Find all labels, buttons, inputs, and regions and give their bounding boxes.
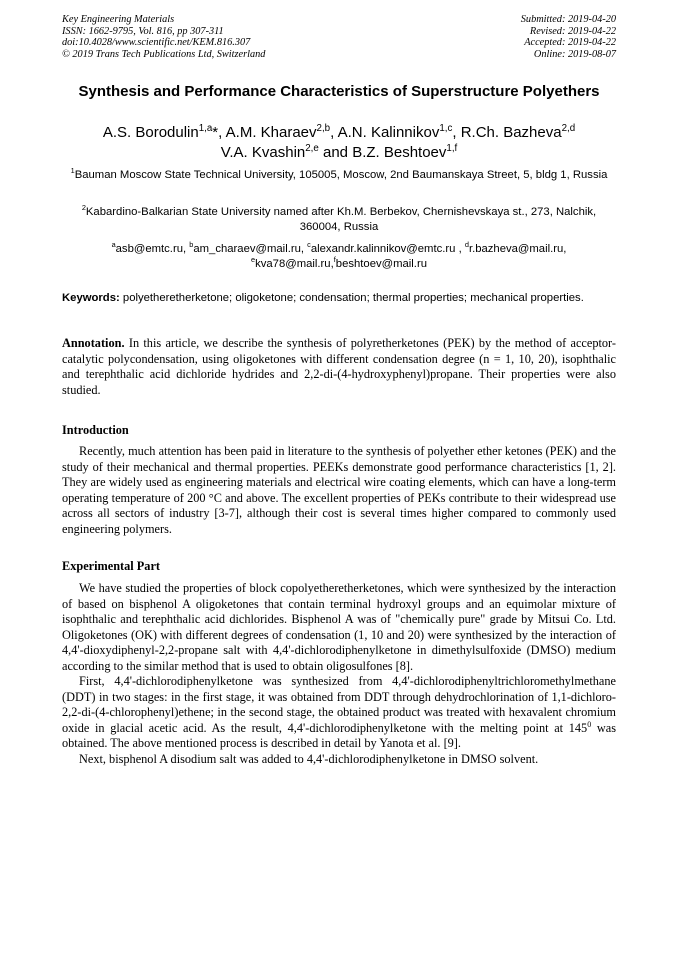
email-link[interactable]: am_charaev@mail.ru	[193, 243, 301, 255]
experimental-paragraph-2: First, 4,4'-dichlorodiphenylketone was synthesized from 4,4'-dichlorodiphenyltrichloromethylmethane (DDT) in two stages: in the first stage, it was obtained from DDT through dehydrochlorination of 1,1-dichloro-2,2-di-(4-chlorophenyl)ethene; in the second stage, the obtained product was treated with hexavalent chromium oxide in glacial acetic acid. As the result, 4,4'-dichlorodiphenylketone with the melting point at $145^0$ was obtained. The above mentioned process is described in detail by Yanota et al. [9].	[62, 674, 616, 750]
experimental-heading: Experimental Part	[62, 559, 161, 573]
email-line: $^a$asb@emtc.ru, $^b$am_charaev@mail.ru, $^c$alexandr.kalinnikov@emtc.ru , $^d$r.bazheva@mail.ru,	[111, 240, 567, 255]
author-name: A.S. Borodulin	[102, 124, 199, 141]
email-link[interactable]: alexandr.kalinnikov@emtc.ru	[310, 243, 456, 255]
affiliation-text: Kabardino-Balkarian State University named after Kh.M. Berbekov, Chernishevskaya st., 273, Nalchik, 360004, Russia	[85, 206, 597, 233]
affiliation-superscript: 2	[81, 203, 86, 213]
experimental-section	[62, 581, 616, 767]
author-superscript: 1,c	[439, 123, 453, 134]
email-list	[62, 242, 616, 271]
accepted-date: Accepted: 2019-04-22	[524, 37, 616, 48]
introduction-heading: Introduction	[62, 423, 129, 437]
author-superscript: 2,d	[561, 123, 576, 134]
affiliation-text: Bauman Moscow State Technical University, 105005, Moscow, 2nd Baumanskaya Street, 5, bldg 1, Russia	[74, 169, 608, 181]
experimental-paragraph-3: Next, bisphenol A disodium salt was added to 4,4'-dichlorodiphenylketone in DMSO solvent.	[79, 751, 539, 766]
introduction-section	[62, 444, 616, 537]
author-line: A.S. Borodulin$^{1,a}$*, A.M. Kharaev$^{2,b}$, A.N. Kalinnikov$^{1,c}$, R.Ch. Bazheva$^{2,d}$	[102, 123, 576, 141]
keywords-block	[62, 291, 616, 306]
author-name: R.Ch. Bazheva	[460, 124, 562, 141]
affiliation-2	[62, 205, 616, 234]
doi-line: doi:10.4028/www.scientific.net/KEM.816.307	[62, 37, 251, 48]
author-list	[62, 123, 616, 163]
introduction-paragraph: Recently, much attention has been paid in literature to the synthesis of polyether ether ketones (PEK) and the study of their mechanical and thermal properties. PEEKs demonstrate good performance characteristics [1, 2]. They are widely used as engineering materials and electrical wire coating elements, which can have a long-term operating temperature of 200 °C and above. The excellent properties of PEKs contribute to their widespread use across all sectors of industry [3-7], although their cost is several times higher compared to commonly used engineering polymers.	[62, 444, 616, 536]
author-name: A.N. Kalinnikov	[337, 124, 440, 141]
author-superscript: 2,b	[316, 123, 331, 134]
degree-superscript: 0	[587, 719, 592, 729]
email-link[interactable]: r.bazheva@mail.ru	[468, 243, 564, 255]
copyright-line: © 2019 Trans Tech Publications Ltd, Switzerland	[62, 48, 266, 60]
experimental-paragraph-1: We have studied the properties of block copolyetheretherketones, which were synthesized by the interaction of based on bisphenol A oligoketones that contain terminal hydroxyl groups and an equimolar mixture of isophthalic and terephthalic acid dichlorides. Bisphenol A was of "chemically pure" grade by Mitsui Co. Ltd. Oligoketones (OK) with different degrees of condensation (1, 10 and 20) were synthesized by the interaction of 4,4'-dioxydiphenyl-2,2-propane salt with 4,4'-dichlorodiphenylketone in dimethylsulfoxide (DMSO) medium according to the similar method that is used to obtain oligosulfones [8].	[62, 581, 616, 673]
annotation-block	[62, 336, 616, 398]
annotation-text: In this article, we describe the synthesis of polyretherketones (PEK) by the method of acceptor-catalytic polycondensation, using oligoketones with different condensation degree (n = 1, 10, 20), isophthalic and terephthalic acid dichloride hydrides and 2,2-di-(4-hydroxyphenyl)propane. Their properties were also studied.	[62, 336, 616, 397]
date-meta	[521, 14, 616, 60]
author-superscript: 2,e	[305, 143, 319, 154]
affiliation-1	[62, 168, 616, 183]
online-date: Online: 2019-08-07	[533, 48, 616, 60]
email-line: $^e$kva78@mail.ru,$^f$beshtoev@mail.ru	[251, 254, 427, 270]
author-name: A.M. Kharaev	[225, 124, 317, 141]
author-line: V.A. Kvashin$^{2,e}$ and B.Z. Beshtoev$^{1,f}$	[220, 143, 458, 161]
author-name: B.Z. Beshtoev	[352, 144, 447, 161]
email-link[interactable]: asb@emtc.ru	[115, 243, 183, 255]
journal-meta	[62, 14, 265, 60]
email-link[interactable]: kva78@mail.ru	[255, 257, 331, 270]
journal-name: Key Engineering Materials	[62, 14, 175, 25]
author-name: V.A. Kvashin	[220, 144, 306, 161]
email-link[interactable]: beshtoev@mail.ru	[335, 257, 427, 270]
keywords-label: Keywords:	[62, 292, 120, 304]
revised-date: Revised: 2019-04-22	[529, 25, 616, 37]
keywords-text: polyetheretherketone; oligoketone; condensation; thermal properties; mechanical properties.	[122, 292, 584, 304]
author-superscript: 1,f	[446, 143, 458, 154]
submitted-date: Submitted: 2019-04-20	[520, 14, 616, 25]
corresponding-mark: *	[212, 124, 219, 141]
author-superscript: 1,a	[198, 123, 213, 134]
annotation-label: Annotation.	[62, 336, 125, 350]
paper-title: Synthesis and Performance Characteristics of Superstructure Polyethers	[78, 83, 600, 100]
issn-line: ISSN: 1662-9795, Vol. 816, pp 307-311	[62, 25, 224, 37]
affiliation-superscript: 1	[70, 166, 75, 176]
